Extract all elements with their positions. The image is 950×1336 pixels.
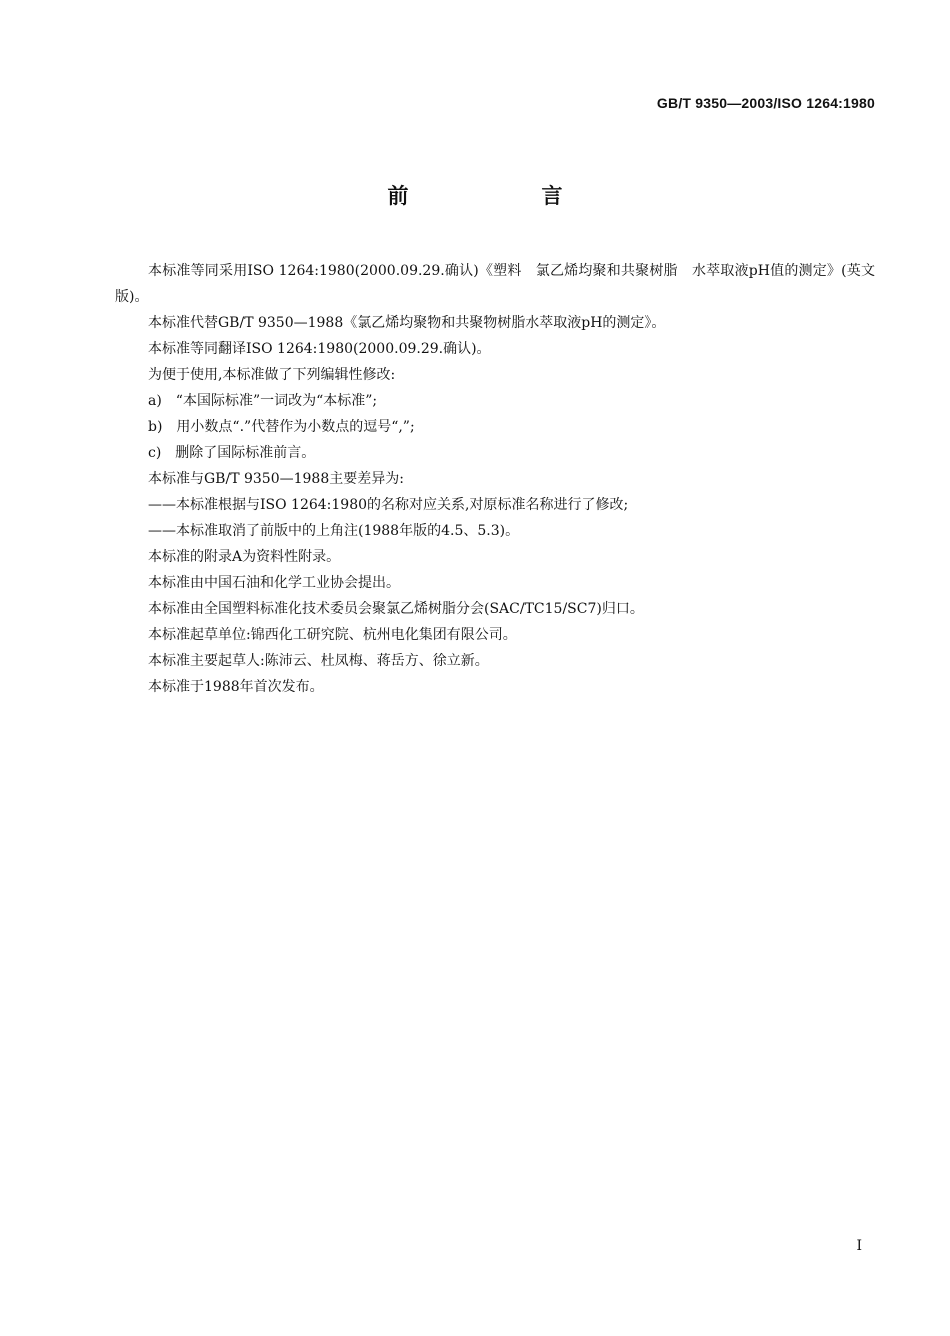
- paragraph-differences-intro: 本标准与GB/T 9350—1988主要差异为:: [148, 471, 404, 487]
- paragraph-drafting-units: 本标准起草单位:锦西化工研究院、杭州电化集团有限公司。: [148, 627, 517, 643]
- paragraph-annex: 本标准的附录A为资料性附录。: [148, 549, 341, 565]
- paragraph-replaces: 本标准代替GB/T 9350—1988《氯乙烯均聚物和共聚物树脂水萃取液pH的测定》。: [148, 315, 666, 331]
- page-title: 前 言: [387, 184, 619, 208]
- list-item-edit-b: b) 用小数点“.”代替作为小数点的逗号“,”;: [148, 419, 415, 435]
- standard-code: GB/T 9350—2003/ISO 1264:1980: [656, 95, 875, 111]
- list-item-edit-a: a) “本国际标准”一词改为“本标准”;: [148, 393, 378, 409]
- list-item-difference-1: ——本标准根据与ISO 1264:1980的名称对应关系,对原标准名称进行了修改;: [148, 497, 629, 513]
- paragraph-proposed-by: 本标准由中国石油和化学工业协会提出。: [148, 575, 400, 591]
- list-item-difference-2: ——本标准取消了前版中的上角注(1988年版的4.5、5.3)。: [148, 523, 520, 539]
- paragraph-first-issue: 本标准于1988年首次发布。: [148, 679, 324, 695]
- paragraph-centralized-by: 本标准由全国塑料标准化技术委员会聚氯乙烯树脂分会(SAC/TC15/SC7)归口。: [148, 601, 644, 617]
- paragraph-translation: 本标准等同翻译ISO 1264:1980(2000.09.29.确认)。: [148, 341, 491, 357]
- paragraph-edits-intro: 为便于使用,本标准做了下列编辑性修改:: [148, 367, 396, 383]
- paragraph-adoption: 本标准等同采用ISO 1264:1980(2000.09.29.确认)《塑料 氯乙烯均聚和共聚树脂 水萃取液pH值的测定》(英文版)。: [115, 263, 875, 305]
- list-item-edit-c: c) 删除了国际标准前言。: [148, 445, 316, 461]
- foreword-body: [115, 258, 875, 700]
- page-number: I: [856, 1238, 862, 1254]
- paragraph-drafters: 本标准主要起草人:陈沛云、杜凤梅、蒋岳方、徐立新。: [148, 653, 489, 669]
